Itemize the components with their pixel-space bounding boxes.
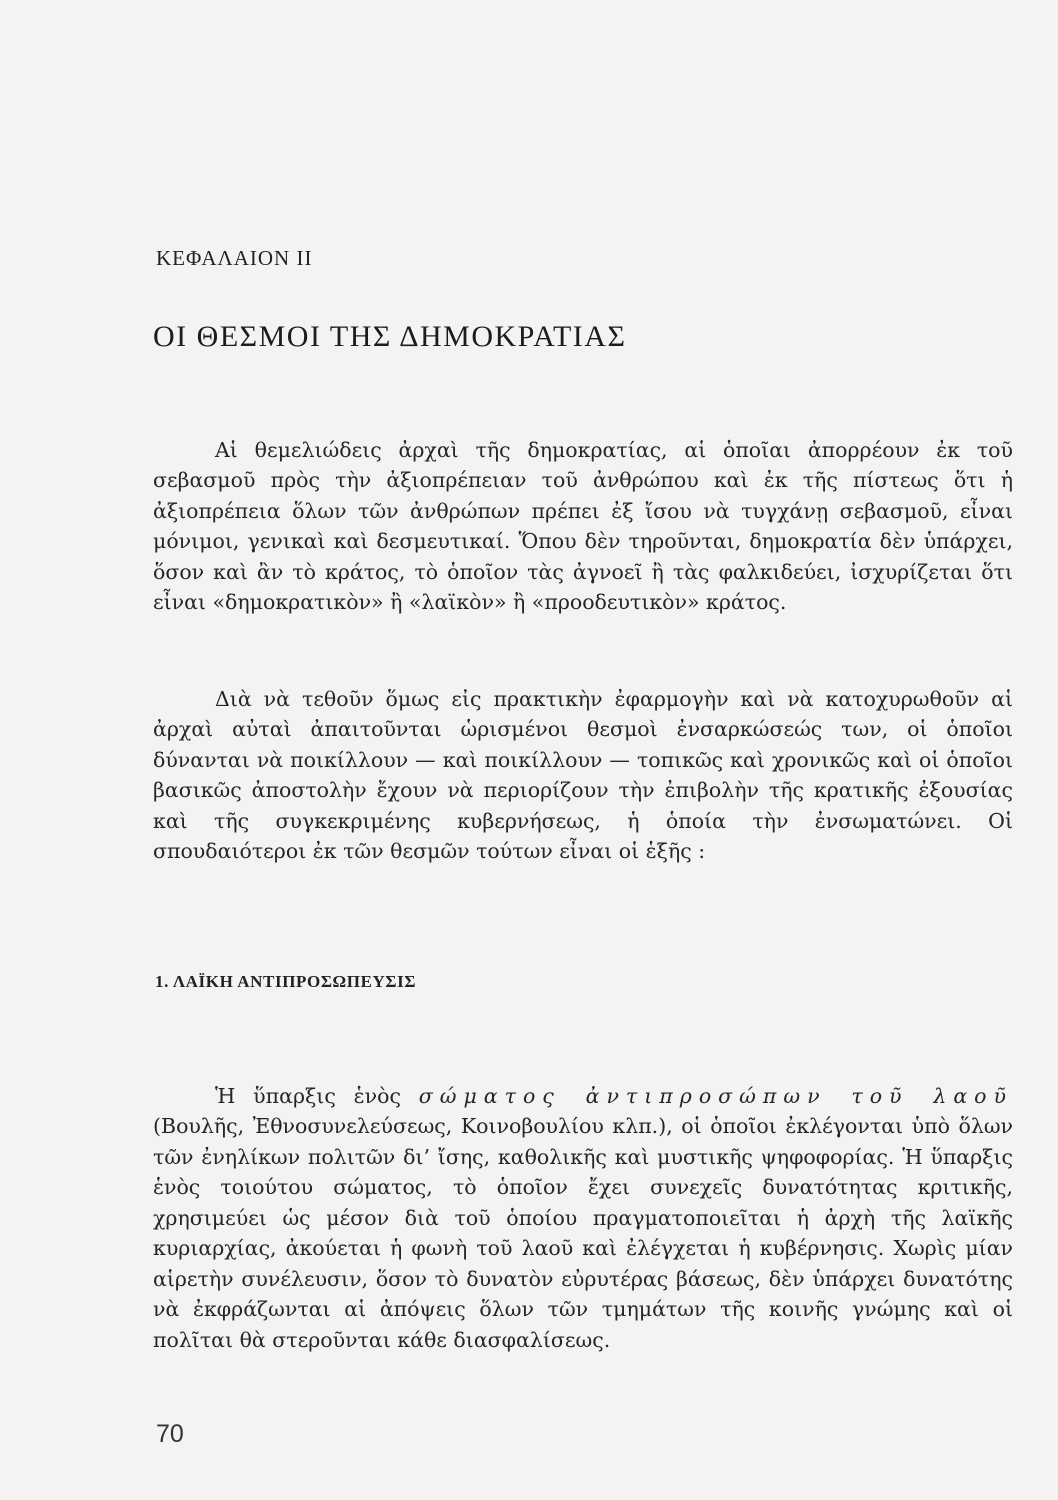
page-number: 70: [156, 1420, 184, 1448]
paragraph-3-lead: Ἡ ὕπαρξις ἑνὸς: [215, 1083, 401, 1108]
paragraph-1: [153, 435, 1013, 618]
paragraph-2: [153, 684, 1013, 867]
paragraph-3-text: (Βουλῆς, Ἐθνοσυνελεύσεως, Κοινοβουλίου κλπ.), οἱ ὁποῖοι ἐκλέγονται ὑπὸ ὅλων τῶν ἐνηλίκων πολιτῶν δι’ ἴσης, καθολικῆς καὶ μυστικῆς ψηφοφορίας. Ἡ ὕπαρξις ἑνὸς τοιούτου σώματος, τὸ ὁποῖον ἔχει συνεχεῖς δυνατότητας κριτικῆς, χρησιμεύει ὡς μέσον διὰ τοῦ ὁποίου πραγματοποιεῖται ἡ ἀρχὴ τῆς λαϊκῆς κυριαρχίας, ἀκούεται ἡ φωνὴ τοῦ λαοῦ καὶ ἐλέγχεται ἡ κυβέρνησις. Χωρὶς μίαν αἱρετὴν συνέλευσιν, ὅσον τὸ δυνατὸν εὐρυτέρας βάσεως, δὲν ὑπάρχει δυνατότης νὰ ἐκφράζωνται αἱ ἀπόψεις ὅλων τῶν τμημάτων τῆς κοινῆς γνώμης καὶ οἱ πολῖται θὰ στεροῦνται κάθε διασφαλίσεως.: [153, 1114, 1013, 1352]
section-heading: 1. ΛΑΪΚΗ ΑΝΤΙΠΡΟΣΩΠΕΥΣΙΣ: [155, 972, 417, 991]
emphasized-phrase: σώματος ἀντιπροσώπων τοῦ λαοῦ: [418, 1083, 1013, 1108]
paragraph-1-text: Αἱ θεμελιώδεις ἀρχαὶ τῆς δημοκρατίας, αἱ ὁποῖαι ἀπορρέουν ἐκ τοῦ σεβασμοῦ πρὸς τὴν ἀξιοπρέπειαν τοῦ ἀνθρώπου καὶ ἐκ τῆς πίστεως ὅτι ἡ ἀξιοπρέπεια ὅλων τῶν ἀνθρώπων πρέπει ἐξ ἴσου νὰ τυγχάνῃ σεβασμοῦ, εἶναι μόνιμοι, γενικαὶ καὶ δεσμευτικαί. Ὅπου δὲν τηροῦνται, δημοκρατία δὲν ὑπάρχει, ὅσον καὶ ἂν τὸ κράτος, τὸ ὁποῖον τὰς ἀγνοεῖ ἢ τὰς φαλκιδεύει, ἰσχυρίζεται ὅτι εἶναι «δημοκρατικὸν» ἢ «λαϊκὸν» ἢ «προοδευτικὸν» κράτος.: [153, 437, 1013, 614]
paragraph-3: [153, 1081, 1013, 1356]
chapter-title: ΟΙ ΘΕΣΜΟΙ ΤΗΣ ΔΗΜΟΚΡΑΤΙΑΣ: [153, 320, 627, 353]
paragraph-2-text: Διὰ νὰ τεθοῦν ὅμως εἰς πρακτικὴν ἐφαρμογὴν καὶ νὰ κατοχυρωθοῦν αἱ ἀρχαὶ αὐταὶ ἀπαιτοῦνται ὡρισμένοι θεσμοὶ ἐνσαρκώσεώς των, οἱ ὁποῖοι δύνανται νὰ ποικίλλουν — καὶ ποικίλλουν — τοπικῶς καὶ χρονικῶς καὶ οἱ ὁποῖοι βασικῶς ἀποστολὴν ἔχουν νὰ περιορίζουν τὴν ἐπιβολὴν τῆς κρατικῆς ἐξουσίας καὶ τῆς συγκεκριμένης κυβερνήσεως, ἡ ὁποία τὴν ἐνσωματώνει. Οἱ σπουδαιότεροι ἐκ τῶν θεσμῶν τούτων εἶναι οἱ ἑξῆς :: [153, 686, 1013, 863]
chapter-label: ΚΕΦΑΛΑΙΟΝ ΙΙ: [156, 246, 313, 270]
